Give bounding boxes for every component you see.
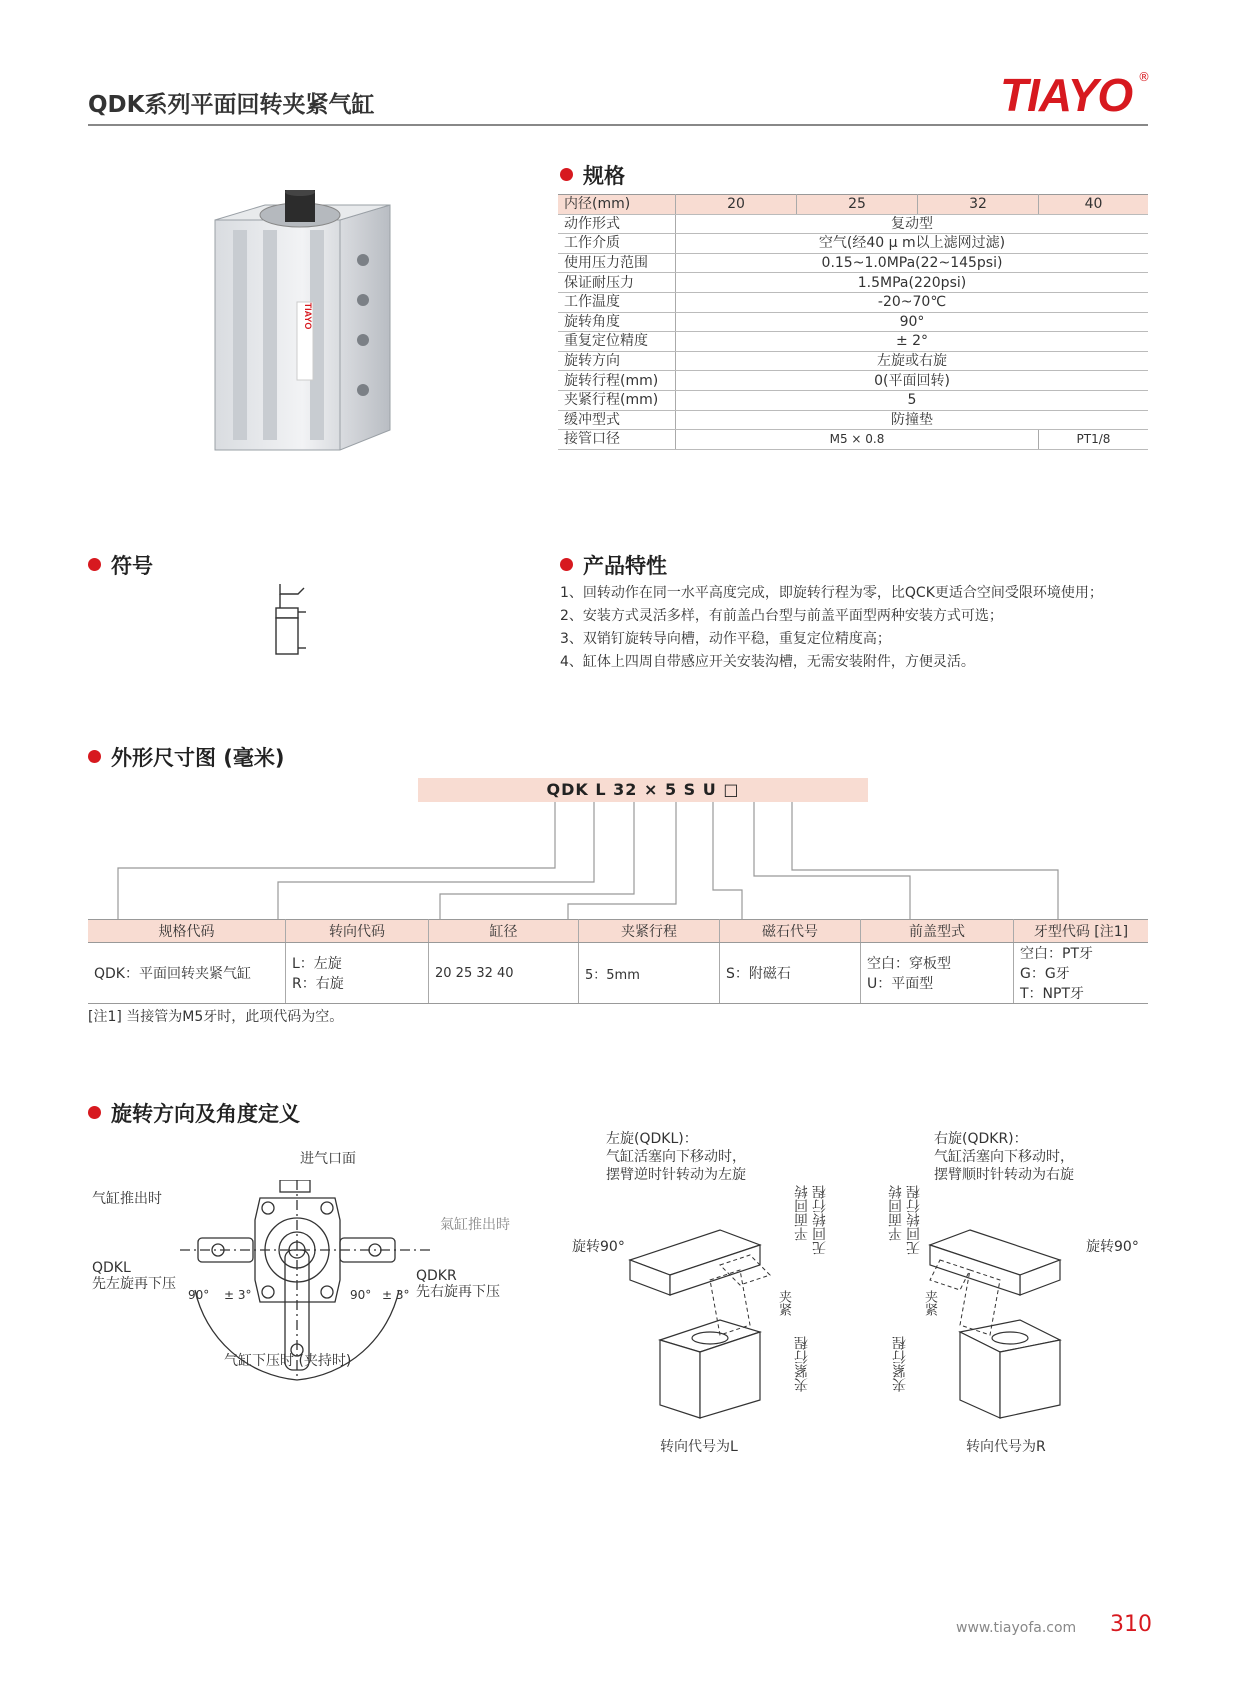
section-title-symbol: 符号 [88, 550, 153, 580]
spec-row: 旋转角度 90° [558, 312, 1148, 332]
left-clamp-stroke-label: 夹紧行程 [794, 1336, 810, 1392]
section-title-spec: 规格 [560, 160, 625, 190]
cylinder-symbol [270, 582, 330, 662]
feature-item: 3、双销钉旋转导向槽，动作平稳，重复定位精度高； [560, 631, 891, 647]
footer-url: www.tiayofa.com [956, 1620, 1077, 1636]
right-clamp-stroke-label: 夹紧行程 [892, 1336, 908, 1392]
inlet-label: 进气口面 [300, 1151, 356, 1167]
product-photo [205, 190, 420, 470]
right-stroke-label-b: 无回转行程 [906, 1185, 922, 1255]
spec-row: 工作温度 -20~70℃ [558, 292, 1148, 312]
right-caption: 转向代号为R [966, 1439, 1046, 1455]
right-rotate-label: 旋转90° [1086, 1239, 1139, 1255]
left-rotation-desc: 左旋(QDKL)： 气缸活塞向下移动时， 摆臂逆时针转动为左旋 [606, 1131, 746, 1183]
product-label: TIAYO [303, 302, 313, 330]
push-right-label: 氣缸推出時 [440, 1217, 510, 1233]
spec-row: 旋转行程(mm) 0(平面回转) [558, 371, 1148, 391]
page-number: 310 [1110, 1612, 1152, 1637]
spec-row: 保证耐压力 1.5MPa(220psi) [558, 273, 1148, 293]
section-title-dimensions: 外形尺寸图 (毫米) [88, 742, 285, 772]
code-values-row: QDK：平面回转夹紧气缸 L：左旋 R：右旋 20 25 32 40 5：5mm S：附磁石 空白：穿板型 U：平面型 空白：PT牙 G：G牙 T：NPT牙 [88, 943, 1148, 1004]
spec-row: 使用压力范围 0.15~1.0MPa(22~145psi) [558, 253, 1148, 273]
right-rotation-drawing [910, 1190, 1110, 1420]
brand-logo: TIAYO [1000, 69, 1133, 121]
spec-row: 动作形式 复动型 [558, 214, 1148, 234]
table-note: [注1] 当接管为M5牙时，此项代码为空。 [88, 1009, 344, 1025]
left-caption: 转向代号为L [660, 1439, 738, 1455]
tol-left: ± 3° [224, 1288, 252, 1302]
left-stroke-label-a: 平面回转 [794, 1185, 810, 1241]
qdkl-label: QDKL 先左旋再下压 [92, 1260, 176, 1292]
tol-right: ± 3° [382, 1288, 410, 1302]
clamping-label: 气缸下压时 (夹持时) [224, 1353, 352, 1369]
model-code-leader-lines [110, 802, 1070, 922]
spec-row: 夹紧行程(mm) 5 [558, 390, 1148, 410]
spec-row: 缓冲型式 防撞垫 [558, 410, 1148, 430]
spec-row: 重复定位精度 ± 2° [558, 332, 1148, 352]
left-clamp-label: 夹紧 [776, 1290, 791, 1316]
spec-row-port: 接管口径 M5 × 0.8 PT1/8 [558, 430, 1148, 450]
left-stroke-label-b: 无回转行程 [812, 1185, 828, 1255]
model-code: QDK L 32 × 5 S U □ [418, 778, 868, 802]
section-title-features: 产品特性 [560, 550, 667, 580]
left-rotate-label: 旋转90° [572, 1239, 625, 1255]
right-clamp-label: 夹紧 [922, 1290, 937, 1316]
model-code-table [88, 919, 1148, 1004]
feature-item: 4、缸体上四周自带感应开关安装沟槽，无需安装附件，方便灵活。 [560, 654, 975, 670]
spec-row: 旋转方向 左旋或右旋 [558, 351, 1148, 371]
code-header-row: 规格代码 转向代码 缸径 夹紧行程 磁石代号 前盖型式 牙型代码 [注1] [88, 920, 1148, 943]
push-left-label: 气缸推出时 [92, 1191, 162, 1207]
page-title: QDK系列平面回转夹紧气缸 [88, 92, 375, 118]
angle-right: 90° [350, 1288, 372, 1302]
angle-left: 90° [188, 1288, 210, 1302]
spec-table [558, 194, 1148, 450]
qdkr-label: QDKR 先右旋再下压 [416, 1268, 500, 1300]
header-divider [88, 124, 1148, 126]
right-rotation-desc: 右旋(QDKR)： 气缸活塞向下移动时， 摆臂顺时针转动为右旋 [934, 1131, 1074, 1183]
spec-row: 工作介质 空气(经40 μ m以上滤网过滤) [558, 234, 1148, 254]
right-stroke-label-a: 平面回转 [888, 1185, 904, 1241]
feature-item: 1、回转动作在同一水平高度完成，即旋转行程为零，比QCK更适合空间受限环境使用； [560, 585, 1103, 601]
section-title-rotation: 旋转方向及角度定义 [88, 1098, 300, 1128]
feature-list [560, 582, 1180, 674]
spec-header-row: 内径(mm) 20 25 32 40 [558, 195, 1148, 215]
feature-item: 2、安装方式灵活多样，有前盖凸台型与前盖平面型两种安装方式可选； [560, 608, 1003, 624]
registered-mark: ® [1138, 70, 1150, 84]
